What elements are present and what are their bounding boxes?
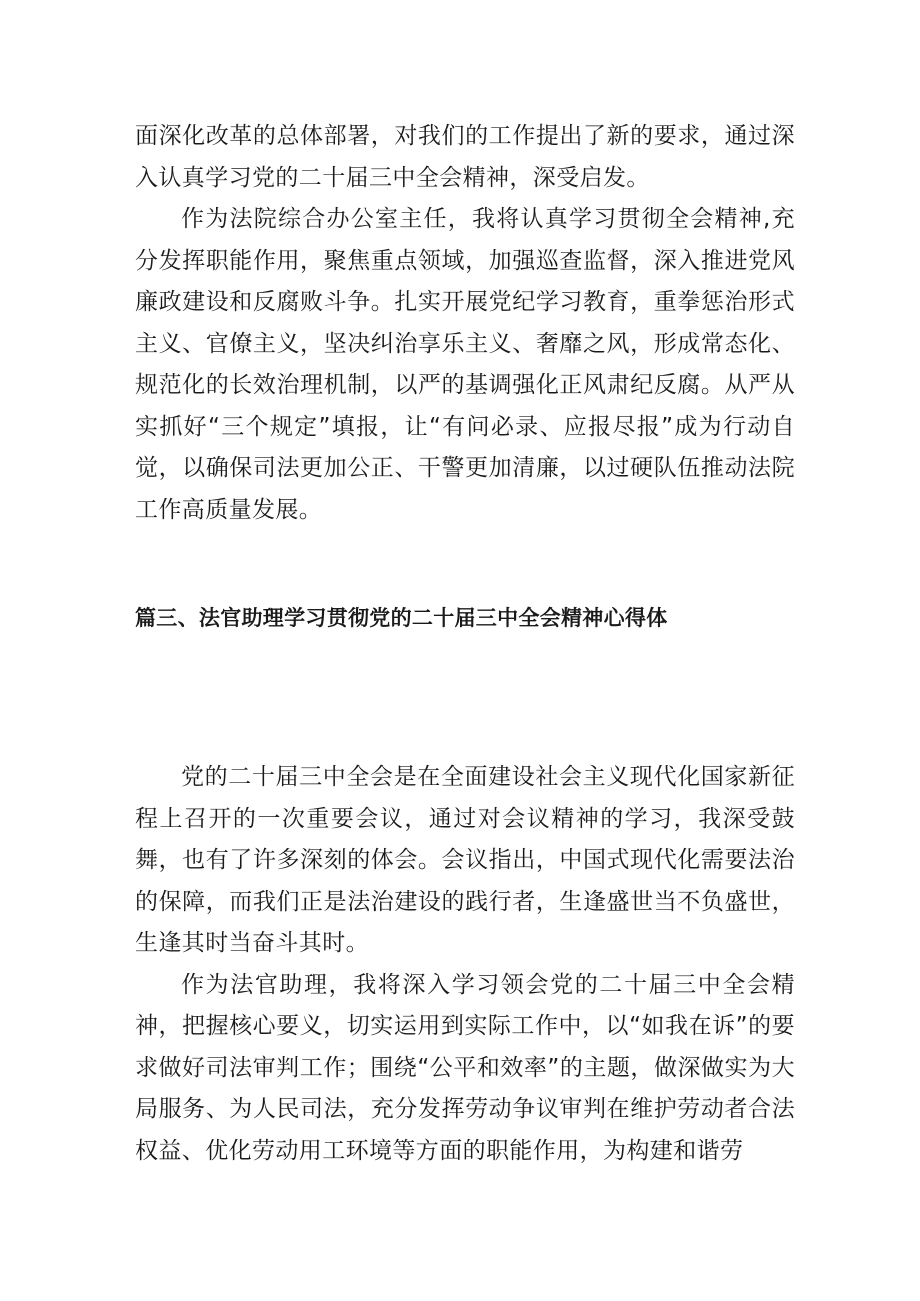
paragraph-office-director: 作为法院综合办公室主任，我将认真学习贯彻全会精神,充分发挥职能作用，聚焦重点领域，加强巡查监督，深入推进党风廉政建设和反腐败斗争。扎实开展党纪学习教育，重拳惩治形式主义、官僚主义，坚决纠治享乐主义、奢靡之风，形成常态化、规范化的长效治理机制，以严的基调强化正风肃纪反腐。从严从实抓好“三个规定”填报，让“有问必录、应报尽报”成为行动自觉，以确保司法更加公正、干警更加清廉，以过硬队伍推动法院工作高质量发展。 xyxy=(135,206,795,523)
paragraph-plenum-intro: 党的二十届三中全会是在全面建设社会主义现代化国家新征程上召开的一次重要会议，通过对会议精神的学习，我深受鼓舞，也有了许多深刻的体会。会议指出，中国式现代化需要法治的保障，而我们正是法治建设的践行者，生逢盛世当不负盛世，生逢其时当奋斗其时。 xyxy=(135,764,795,956)
section-two-body xyxy=(135,116,795,531)
paragraph-judge-assistant: 作为法官助理，我将深入学习领会党的二十届三中全会精神，把握核心要义，切实运用到实际工作中，以“如我在诉”的要求做好司法审判工作；围绕“公平和效率”的主题，做深做实为大局服务、为人民司法，充分发挥劳动争议审判在维护劳动者合法权益、优化劳动用工环境等方面的职能作用，为构建和谐劳 xyxy=(135,971,795,1164)
section-three-body xyxy=(135,757,795,1172)
section-three-heading: 篇三、法官助理学习贯彻党的二十届三中全会精神心得体 xyxy=(135,606,668,630)
paragraph-continuation: 面深化改革的总体部署，对我们的工作提出了新的要求，通过深入认真学习党的二十届三中全会精神，深受启发。 xyxy=(135,123,795,191)
